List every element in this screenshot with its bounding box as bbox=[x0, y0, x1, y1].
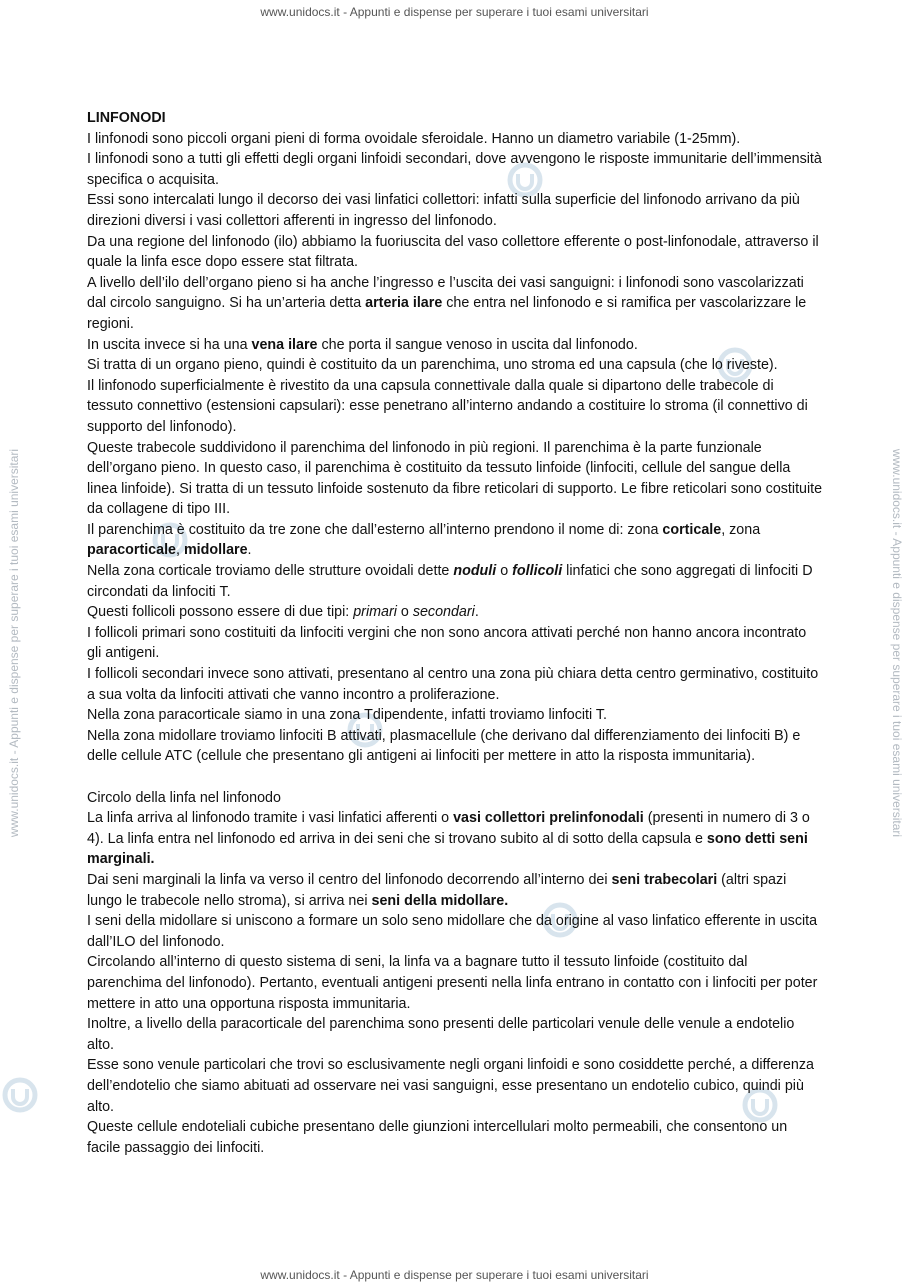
text-run: (altri spazi lungo le trabecole nello stroma), si arriva nei bbox=[87, 871, 787, 909]
bold-term: seni della midollare. bbox=[371, 892, 509, 909]
italic-term: secondari bbox=[412, 604, 475, 621]
blank-line bbox=[87, 767, 823, 788]
text-run: La linfa arriva al linfonodo tramite i vasi linfatici afferenti o bbox=[87, 810, 454, 827]
text-run: Dai seni marginali la linfa va verso il centro del linfonodo decorrendo all’interno dei bbox=[87, 871, 612, 888]
text-run: Il parenchima è costituito da tre zone che dall’esterno all’interno prendono il nome di: zona bbox=[87, 521, 663, 538]
watermark-header bbox=[0, 5, 909, 19]
text-run: In uscita invece si ha una bbox=[87, 336, 252, 353]
watermark-footer bbox=[0, 1268, 909, 1282]
paragraph bbox=[87, 273, 823, 335]
paragraph bbox=[87, 808, 823, 870]
paragraph bbox=[87, 561, 823, 602]
text-run: che porta il sangue venoso in uscita dal linfonodo. bbox=[317, 336, 638, 353]
watermark-side-right: www.unidocs.it - Appunti e dispense per superare i tuoi esami universitari bbox=[890, 448, 904, 838]
paragraph: I follicoli primari sono costituiti da linfociti vergini che non sono ancora attivati perché non hanno ancora incontrato gli antigeni. bbox=[87, 624, 807, 662]
paragraph: I seni della midollare si uniscono a formare un solo seno midollare che da origine al vaso linfatico efferente in uscita dall’ILO del linfonodo. bbox=[87, 913, 818, 950]
paragraph: Da una regione del linfonodo (ilo) abbiamo la fuoriuscita del vaso collettore efferente o post-linfonodale, attraverso il quale la linfa esce dopo essere stat filtrata. bbox=[87, 233, 819, 271]
paragraph bbox=[87, 335, 823, 356]
paragraph: Inoltre, a livello della paracorticale del parenchima sono presenti delle particolari venule delle venule a endotelio alto. bbox=[87, 1016, 795, 1053]
bold-term: seni trabecolari bbox=[611, 871, 718, 888]
paragraph: Esse sono venule particolari che trovi so esclusivamente negli organi linfoidi e sono cosiddette perché, a differenza dell’endotelio che siamo abituati ad osservare nei vasi sanguigni, esse presentano un endotelio cubico, quindi più alto. bbox=[87, 1057, 814, 1115]
paragraph bbox=[87, 520, 823, 561]
paragraph: Queste trabecole suddividono il parenchima del linfonodo in più regioni. Il parenchima è la parte funzionale dell’organo pieno. In questo caso, il parenchima è costituito da tessuto linfoide (linfociti, cellule del sangue della linea linfoide). Si tratta di un tessuto linfoide sostenuto da fibre reticolari di supporto. Le fibre reticolari sono costituite da collagene di tipo III. bbox=[87, 439, 823, 518]
bold-term: sono detti seni marginali. bbox=[87, 830, 808, 868]
bold-term: midollare bbox=[183, 542, 248, 559]
text-run: o bbox=[496, 563, 513, 580]
paragraph: Si tratta di un organo pieno, quindi è costituito da un parenchima, uno stroma ed una capsula (che lo riveste). bbox=[87, 357, 778, 374]
bold-term: paracorticale bbox=[87, 542, 177, 559]
paragraph: Essi sono intercalati lungo il decorso dei vasi linfatici collettori: infatti sulla superficie del linfonodo arrivano da più direzioni diversi i vasi collettori afferenti in ingresso del linfonodo. bbox=[87, 192, 800, 229]
text-run: Nella zona corticale troviamo delle strutture ovoidali dette bbox=[87, 563, 454, 580]
document-title: LINFONODI bbox=[87, 110, 166, 126]
italic-term: primari bbox=[353, 604, 397, 621]
paragraph: Nella zona paracorticale siamo in una zona Tdipendente, infatti troviamo linfociti T. bbox=[87, 707, 608, 724]
paragraph bbox=[87, 602, 823, 623]
bold-italic-term: follicoli bbox=[512, 563, 563, 580]
text-run: che entra nel linfonodo e si ramifica per vascolarizzare le regioni. bbox=[87, 295, 807, 332]
bold-term: vena ilare bbox=[251, 336, 318, 353]
bold-italic-term: noduli bbox=[453, 563, 497, 580]
paragraph: I follicoli secondari invece sono attivati, presentano al centro una zona più chiara detta centro germinativo, costituito a sua volta da linfociti attivati che vanno incontro a proliferazione. bbox=[87, 666, 819, 703]
text-run: Questi follicoli possono essere di due tipi: bbox=[87, 604, 354, 621]
paragraph: Queste cellule endoteliali cubiche presentano delle giunzioni intercellulari molto permeabili, che consentono un facile passaggio dei linfociti. bbox=[87, 1119, 788, 1156]
unidocs-logo-icon bbox=[0, 1075, 40, 1115]
bold-term: vasi collettori prelinfonodali bbox=[453, 810, 644, 827]
paragraph: I linfonodi sono piccoli organi pieni di forma ovoidale sferoidale. Hanno un diametro variabile (1-25mm). bbox=[87, 130, 741, 147]
document-body bbox=[87, 108, 823, 1158]
text-run: . bbox=[474, 604, 479, 621]
text-run: linfatici che sono aggregati di linfociti D circondati da linfociti T. bbox=[87, 563, 813, 600]
section-subtitle: Circolo della linfa nel linfonodo bbox=[87, 789, 281, 806]
text-run: A livello dell’ilo dell’organo pieno si ha anche l’ingresso e l’uscita dei vasi sanguigni: i linfonodi sono vascolarizzati dal circolo sanguigno. Si ha un’arteria detta bbox=[87, 274, 804, 312]
text-run: . bbox=[247, 542, 252, 559]
text-run: , zona bbox=[721, 521, 761, 538]
paragraph: I linfonodi sono a tutti gli effetti degli organi linfoidi secondari, dove avvengono le risposte immunitarie dell’immensità specifica o acquisita. bbox=[87, 151, 822, 188]
watermark-side-left: www.unidocs.it - Appunti e dispense per superare i tuoi esami universitari bbox=[7, 448, 21, 838]
text-run: o bbox=[396, 604, 413, 621]
paragraph: Circolando all’interno di questo sistema di seni, la linfa va a bagnare tutto il tessuto linfoide (costituito dal parenchima del linfonodo). Pertanto, eventuali antigeni presenti nella linfa entrano in contatto con i linfociti per poter mettere in atto una opportuna risposta immunitaria. bbox=[87, 954, 818, 1012]
watermark-link-bottom[interactable]: www.unidocs.it - Appunti e dispense per superare i tuoi esami universitari bbox=[260, 1268, 649, 1282]
paragraph: Il linfonodo superficialmente è rivestito da una capsula connettivale dalla quale si dipartono delle trabecole di tessuto connettivo (estensioni capsulari): esse penetrano all’interno andando a costituire lo stroma (il connettivo di supporto del linfonodo). bbox=[87, 377, 808, 435]
text-run: , bbox=[176, 542, 184, 559]
text-run: (presenti in numero di 3 o 4). La linfa entra nel linfonodo ed arriva in dei seni che si trovano subito al di sotto della capsula e bbox=[87, 810, 810, 847]
bold-term: corticale bbox=[662, 521, 722, 538]
bold-term: arteria ilare bbox=[365, 295, 443, 312]
watermark-link-top[interactable]: www.unidocs.it - Appunti e dispense per superare i tuoi esami universitari bbox=[260, 5, 649, 19]
paragraph: Nella zona midollare troviamo linfociti B attivati, plasmacellule (che derivano dal differenziamento dei linfociti B) e delle cellule ATC (cellule che presentano gli antigeni ai linfociti per mettere in atto la risposta immunitaria). bbox=[87, 727, 801, 765]
paragraph bbox=[87, 870, 823, 911]
